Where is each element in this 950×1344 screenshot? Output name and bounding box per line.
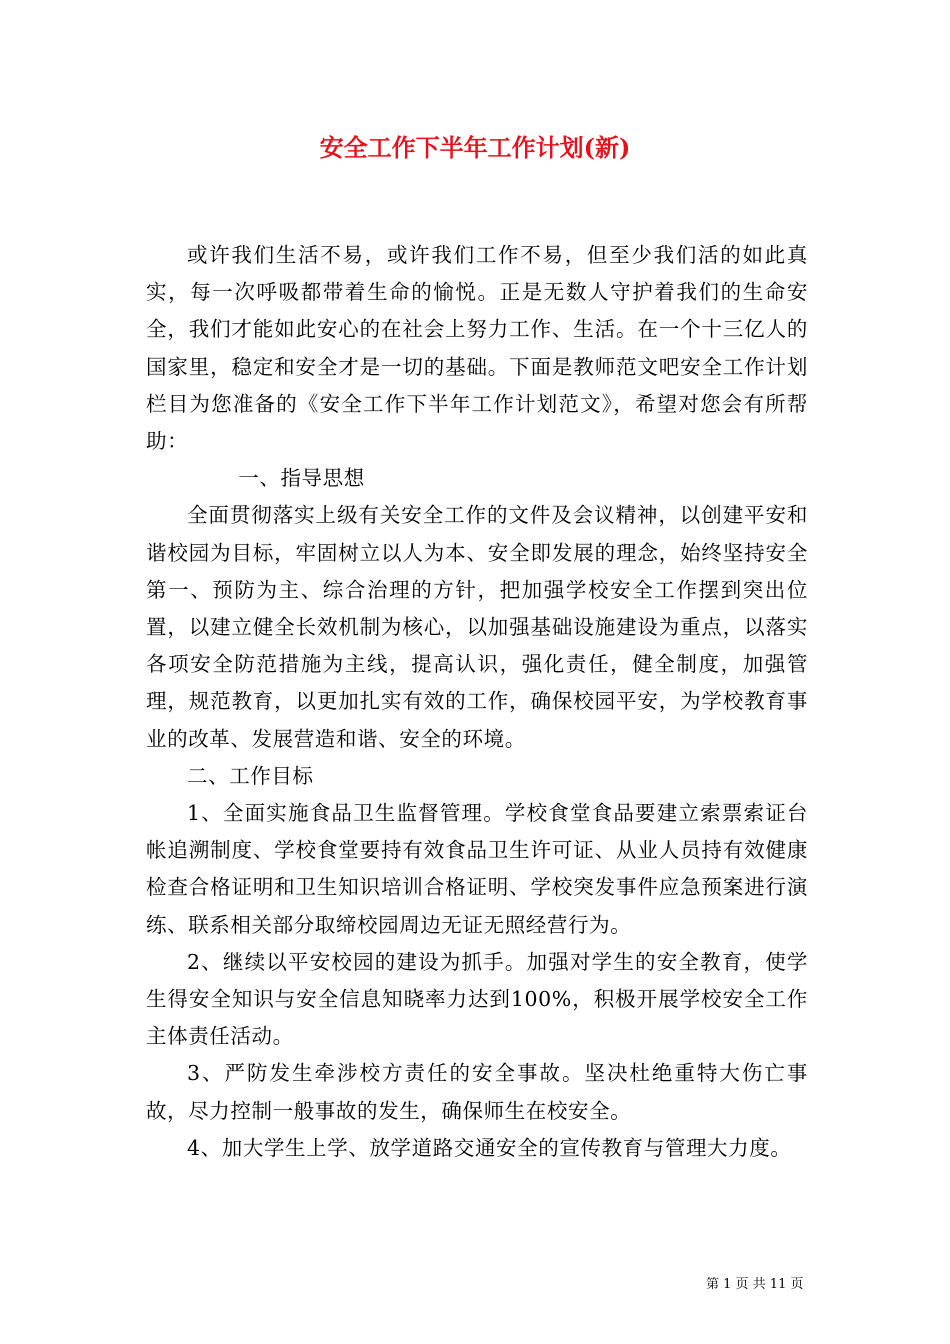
section-heading-work-goals: 二、工作目标 [187,763,314,788]
section-heading-guiding-ideology: 一、指导思想 [238,466,365,491]
goal-item-3: 3、严防发生牵涉校方责任的安全事故。坚决杜绝重特大伤亡事故，尽力控制一般事故的发生，确保师生在校安全。 [146,1061,808,1123]
goal-item-4: 4、加大学生上学、放学道路交通安全的宣传教育与管理大力度。 [187,1135,792,1160]
document-body [146,237,808,1167]
goal-item-1: 1、全面实施食品卫生监督管理。学校食堂食品要建立索票索证台帐追溯制度、学校食堂要持有效食品卫生许可证、从业人员持有效健康检查合格证明和卫生知识培训合格证明、学校突发事件应急预案进行演练、联系相关部分取缔校园周边无证无照经营行为。 [146,801,808,937]
page-number-footer: 第 1 页 共 11 页 [706,1277,804,1292]
guiding-ideology-paragraph: 全面贯彻落实上级有关安全工作的文件及会议精神，以创建平安和谐校园为目标，牢固树立以人为本、安全即发展的理念，始终坚持安全第一、预防为主、综合治理的方针，把加强学校安全工作摆到突出位置，以建立健全长效机制为核心，以加强基础设施建设为重点，以落实各项安全防范措施为主线，提高认识，强化责任，健全制度，加强管理，规范教育，以更加扎实有效的工作，确保校园平安，为学校教育事业的改革、发展营造和谐、安全的环境。 [146,503,808,751]
document-title: 安全工作下半年工作计划(新) [319,133,631,162]
intro-paragraph: 或许我们生活不易，或许我们工作不易，但至少我们活的如此真实，每一次呼吸都带着生命的愉悦。正是无数人守护着我们的生命安全，我们才能如此安心的在社会上努力工作、生活。在一个十三亿人的国家里，稳定和安全才是一切的基础。下面是教师范文吧安全工作计划栏目为您准备的《安全工作下半年工作计划范文》，希望对您会有所帮助： [146,243,808,454]
goal-item-2: 2、继续以平安校园的建设为抓手。加强对学生的安全教育，使学生得安全知识与安全信息知晓率力达到100%，积极开展学校安全工作主体责任活动。 [146,949,808,1049]
